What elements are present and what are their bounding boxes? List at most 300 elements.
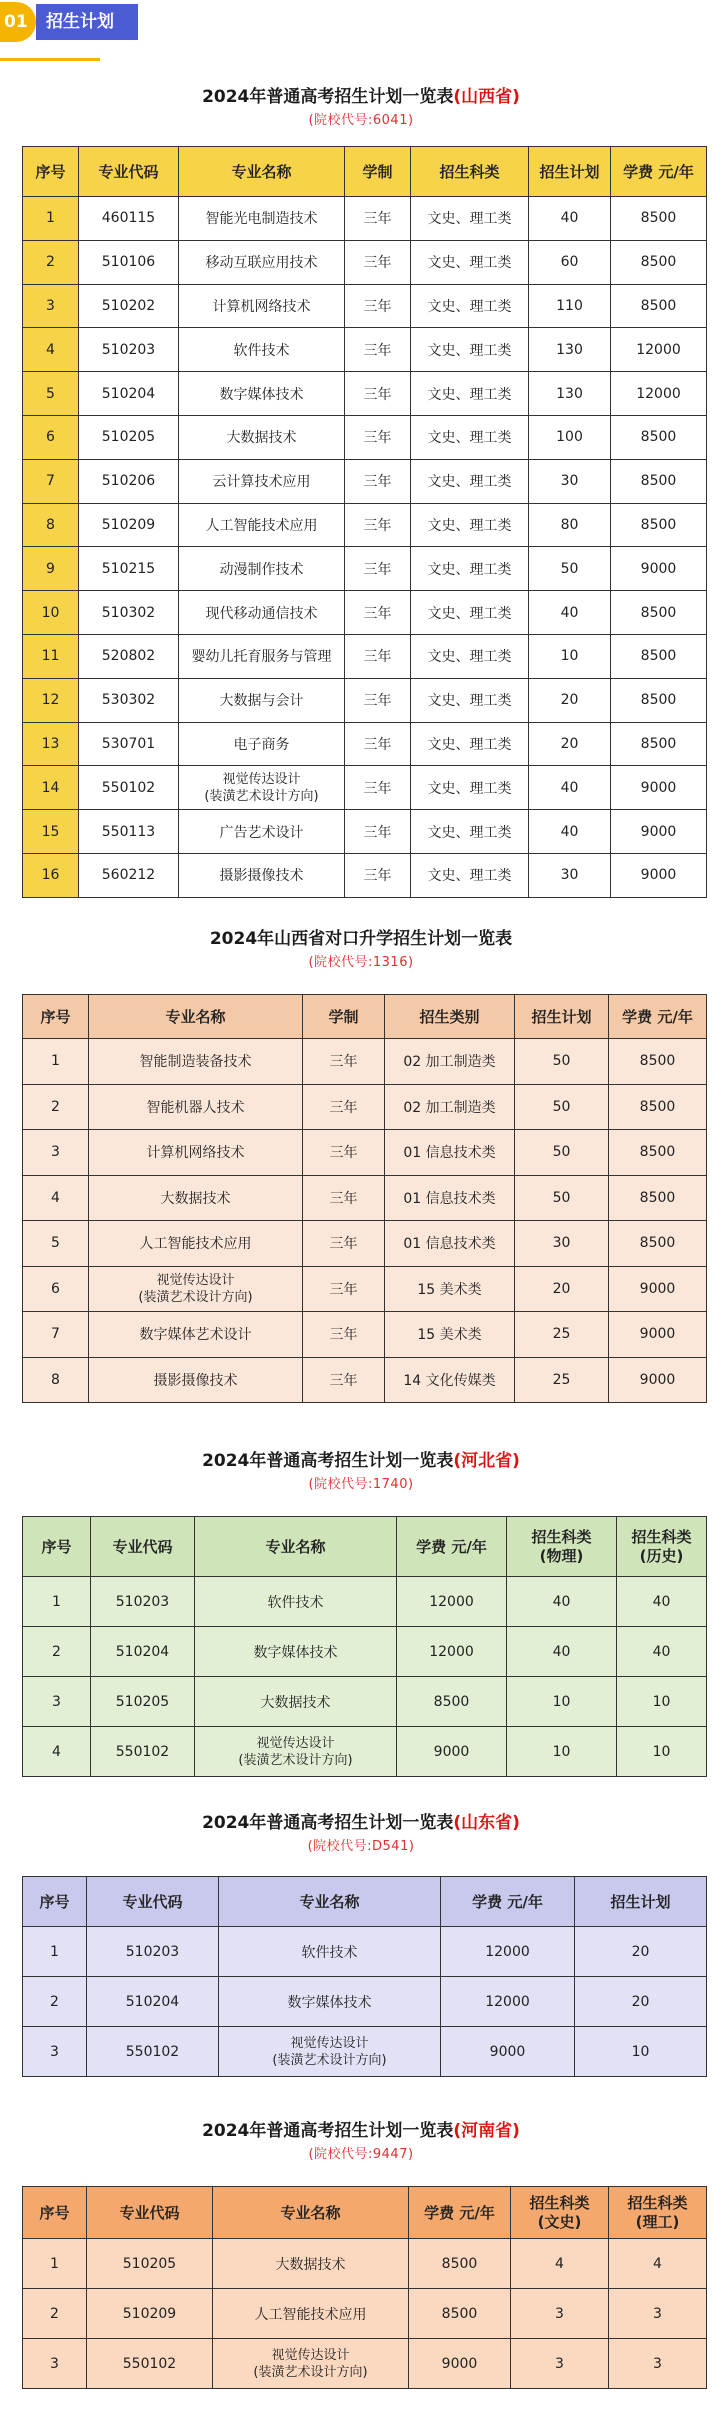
column-header: 专业代码 (91, 1517, 195, 1577)
table-cell: 1 (23, 1577, 91, 1627)
table-cell: 计算机网络技术 (89, 1130, 303, 1176)
table-row (23, 1175, 707, 1221)
table-cell: 三年 (345, 284, 411, 328)
table-cell: 三年 (345, 810, 411, 854)
column-header: 招生科类 (理工) (609, 2187, 707, 2239)
table-cell: 8500 (611, 197, 707, 241)
section-shanxi-vocational (0, 926, 722, 974)
table-cell: 12000 (611, 372, 707, 416)
table-cell: 文史、理工类 (411, 722, 529, 766)
table-cell: 3 (23, 1677, 91, 1727)
table-cell: 130 (529, 372, 611, 416)
table-cell: 25 (515, 1312, 609, 1358)
table-row (23, 2339, 707, 2389)
table-cell: 视觉传达设计 (装潢艺术设计方向) (89, 1266, 303, 1312)
column-header: 招生计划 (515, 995, 609, 1039)
column-header: 学制 (345, 147, 411, 197)
table-cell: 三年 (345, 678, 411, 722)
table-cell: 50 (515, 1039, 609, 1085)
table-row (23, 1312, 707, 1358)
table-cell: 510205 (91, 1677, 195, 1727)
table-cell: 三年 (345, 459, 411, 503)
table-cell: 10 (23, 591, 79, 635)
table-cell: 510203 (79, 328, 179, 372)
table-cell: 8500 (609, 1084, 707, 1130)
table-cell: 10 (507, 1677, 617, 1727)
table-cell: 三年 (303, 1039, 385, 1085)
table-cell: 文史、理工类 (411, 372, 529, 416)
table-row (23, 810, 707, 854)
table-cell: 50 (515, 1175, 609, 1221)
table-cell: 三年 (345, 722, 411, 766)
table-cell: 20 (529, 678, 611, 722)
table-cell: 4 (511, 2239, 609, 2289)
table-cell: 三年 (345, 197, 411, 241)
table-cell: 9000 (611, 766, 707, 810)
table-cell: 510106 (79, 240, 179, 284)
table-cell: 文史、理工类 (411, 766, 529, 810)
column-header: 序号 (23, 2187, 87, 2239)
table-cell: 8 (23, 1357, 89, 1403)
table-cell: 510204 (79, 372, 179, 416)
table-cell: 7 (23, 1312, 89, 1358)
table-cell: 计算机网络技术 (179, 284, 345, 328)
table-cell: 智能机器人技术 (89, 1084, 303, 1130)
column-header: 学费 元/年 (441, 1877, 575, 1927)
table-cell: 3 (23, 2339, 87, 2389)
table-cell: 电子商务 (179, 722, 345, 766)
section-shandong (0, 1810, 722, 1858)
table-cell: 8500 (409, 2239, 511, 2289)
table-cell: 9000 (609, 1312, 707, 1358)
column-header: 学费 元/年 (609, 995, 707, 1039)
table-cell: 40 (617, 1577, 707, 1627)
table-cell: 50 (515, 1130, 609, 1176)
table-cell: 520802 (79, 634, 179, 678)
table-row (23, 1039, 707, 1085)
table-cell: 三年 (345, 591, 411, 635)
column-header: 招生科类 (物理) (507, 1517, 617, 1577)
table-cell: 40 (507, 1627, 617, 1677)
table-cell: 9000 (611, 810, 707, 854)
table-cell: 摄影摄像技术 (179, 853, 345, 897)
table-cell: 8500 (611, 459, 707, 503)
table-cell: 8 (23, 503, 79, 547)
table-shanxi-vocational (22, 994, 707, 1403)
table-cell: 8500 (611, 503, 707, 547)
table-cell: 8500 (609, 1039, 707, 1085)
table-cell: 4 (609, 2239, 707, 2289)
table-cell: 视觉传达设计 (装潢艺术设计方向) (195, 1727, 397, 1777)
table-cell: 510202 (79, 284, 179, 328)
table-cell: 人工智能技术应用 (213, 2289, 409, 2339)
table-cell: 文史、理工类 (411, 284, 529, 328)
table-cell: 文史、理工类 (411, 503, 529, 547)
table-row (23, 634, 707, 678)
table-cell: 8500 (611, 591, 707, 635)
table-cell: 50 (515, 1084, 609, 1130)
table-cell: 01 信息技术类 (385, 1175, 515, 1221)
table-cell: 15 (23, 810, 79, 854)
table-row (23, 1577, 707, 1627)
table-cell: 40 (529, 810, 611, 854)
table-cell: 4 (23, 328, 79, 372)
table-cell: 大数据技术 (89, 1175, 303, 1221)
table-cell: 15 美术类 (385, 1312, 515, 1358)
table-cell: 三年 (303, 1084, 385, 1130)
table-row (23, 503, 707, 547)
table-row (23, 547, 707, 591)
column-header: 序号 (23, 1517, 91, 1577)
table-cell: 550113 (79, 810, 179, 854)
table-cell: 8500 (397, 1677, 507, 1727)
table-cell: 550102 (87, 2339, 213, 2389)
table-cell: 大数据技术 (179, 415, 345, 459)
table-cell: 三年 (303, 1266, 385, 1312)
table-cell: 530302 (79, 678, 179, 722)
table-cell: 视觉传达设计 (装潢艺术设计方向) (219, 2027, 441, 2077)
table-cell: 13 (23, 722, 79, 766)
column-header: 学费 元/年 (611, 147, 707, 197)
column-header: 招生计划 (529, 147, 611, 197)
table-cell: 三年 (345, 328, 411, 372)
table-cell: 560212 (79, 853, 179, 897)
table-cell: 9000 (609, 1266, 707, 1312)
table-cell: 智能制造装备技术 (89, 1039, 303, 1085)
table-row (23, 853, 707, 897)
table-cell: 460115 (79, 197, 179, 241)
table-cell: 三年 (345, 853, 411, 897)
school-code: (院校代号:1316) (308, 955, 414, 970)
table-cell: 广告艺术设计 (179, 810, 345, 854)
table-cell: 1 (23, 2239, 87, 2289)
table-cell: 12 (23, 678, 79, 722)
table-cell: 9000 (611, 853, 707, 897)
table-cell: 8500 (611, 240, 707, 284)
table-shanxi-general (22, 146, 707, 898)
section-title: 2024年普通高考招生计划一览表(河南省) (202, 2121, 520, 2141)
table-cell: 三年 (345, 547, 411, 591)
table-cell: 60 (529, 240, 611, 284)
table-cell: 510205 (79, 415, 179, 459)
table-cell: 三年 (345, 240, 411, 284)
section-badge (0, 0, 142, 44)
table-cell: 视觉传达设计 (装潢艺术设计方向) (213, 2339, 409, 2389)
table-cell: 三年 (303, 1221, 385, 1267)
table-cell: 510206 (79, 459, 179, 503)
school-code: (院校代号:1740) (308, 1477, 414, 1492)
table-cell: 8500 (611, 415, 707, 459)
column-header: 专业名称 (213, 2187, 409, 2239)
section-henan (0, 2118, 722, 2166)
section-shanxi-general (0, 84, 722, 132)
table-cell: 02 加工制造类 (385, 1039, 515, 1085)
table-cell: 文史、理工类 (411, 197, 529, 241)
table-cell: 510209 (79, 503, 179, 547)
table-cell: 3 (511, 2289, 609, 2339)
column-header: 招生类别 (385, 995, 515, 1039)
table-cell: 9000 (397, 1727, 507, 1777)
table-cell: 9000 (611, 547, 707, 591)
table-cell: 文史、理工类 (411, 853, 529, 897)
column-header: 专业名称 (89, 995, 303, 1039)
table-cell: 人工智能技术应用 (179, 503, 345, 547)
table-row (23, 591, 707, 635)
table-cell: 550102 (79, 766, 179, 810)
column-header: 专业代码 (87, 2187, 213, 2239)
table-cell: 大数据与会计 (179, 678, 345, 722)
column-header: 专业代码 (87, 1877, 219, 1927)
table-cell: 文史、理工类 (411, 810, 529, 854)
table-cell: 4 (23, 1727, 91, 1777)
table-cell: 婴幼儿托育服务与管理 (179, 634, 345, 678)
column-header: 专业代码 (79, 147, 179, 197)
table-cell: 人工智能技术应用 (89, 1221, 303, 1267)
table-cell: 12000 (441, 1927, 575, 1977)
table-cell: 8500 (611, 678, 707, 722)
table-cell: 文史、理工类 (411, 240, 529, 284)
table-cell: 510204 (91, 1627, 195, 1677)
table-cell: 8500 (611, 284, 707, 328)
table-cell: 15 美术类 (385, 1266, 515, 1312)
table-cell: 20 (575, 1927, 707, 1977)
badge-underline (0, 58, 100, 61)
column-header: 招生计划 (575, 1877, 707, 1927)
table-cell: 3 (511, 2339, 609, 2389)
table-cell: 110 (529, 284, 611, 328)
table-cell: 三年 (303, 1175, 385, 1221)
table-cell: 100 (529, 415, 611, 459)
table-cell: 11 (23, 634, 79, 678)
column-header: 招生科类 (历史) (617, 1517, 707, 1577)
table-cell: 3 (23, 2027, 87, 2077)
table-cell: 01 信息技术类 (385, 1130, 515, 1176)
table-cell: 文史、理工类 (411, 459, 529, 503)
table-cell: 510203 (91, 1577, 195, 1627)
table-cell: 20 (575, 1977, 707, 2027)
column-header: 专业名称 (219, 1877, 441, 1927)
table-cell: 文史、理工类 (411, 591, 529, 635)
table-cell: 2 (23, 1084, 89, 1130)
column-header: 招生科类 (411, 147, 529, 197)
table-cell: 动漫制作技术 (179, 547, 345, 591)
table-cell: 9000 (409, 2339, 511, 2389)
table-cell: 1 (23, 197, 79, 241)
section-hebei (0, 1448, 722, 1496)
table-cell: 智能光电制造技术 (179, 197, 345, 241)
table-cell: 文史、理工类 (411, 415, 529, 459)
table-cell: 20 (515, 1266, 609, 1312)
table-row (23, 1357, 707, 1403)
table-cell: 550102 (91, 1727, 195, 1777)
table-cell: 80 (529, 503, 611, 547)
table-cell: 10 (529, 634, 611, 678)
table-cell: 8500 (609, 1130, 707, 1176)
badge-label: 招生计划 (36, 4, 138, 40)
table-cell: 9 (23, 547, 79, 591)
table-cell: 12000 (397, 1627, 507, 1677)
table-henan (22, 2186, 707, 2389)
table-row (23, 722, 707, 766)
table-cell: 2 (23, 2289, 87, 2339)
table-cell: 3 (609, 2289, 707, 2339)
table-cell: 2 (23, 1627, 91, 1677)
table-row (23, 459, 707, 503)
table-cell: 510302 (79, 591, 179, 635)
table-cell: 软件技术 (179, 328, 345, 372)
table-cell: 510205 (87, 2239, 213, 2289)
table-row (23, 2027, 707, 2077)
table-row (23, 1977, 707, 2027)
table-row (23, 1084, 707, 1130)
table-hebei (22, 1516, 707, 1777)
table-cell: 30 (529, 459, 611, 503)
table-cell: 130 (529, 328, 611, 372)
column-header: 招生科类 (文史) (511, 2187, 609, 2239)
table-cell: 摄影摄像技术 (89, 1357, 303, 1403)
table-cell: 文史、理工类 (411, 547, 529, 591)
table-cell: 5 (23, 372, 79, 416)
table-cell: 6 (23, 415, 79, 459)
table-cell: 数字媒体艺术设计 (89, 1312, 303, 1358)
table-shandong (22, 1876, 707, 2077)
table-row (23, 415, 707, 459)
table-cell: 12000 (611, 328, 707, 372)
column-header: 专业名称 (195, 1517, 397, 1577)
school-code: (院校代号:9447) (308, 2147, 414, 2162)
table-cell: 8500 (609, 1221, 707, 1267)
table-cell: 2 (23, 240, 79, 284)
table-row (23, 372, 707, 416)
table-cell: 三年 (345, 634, 411, 678)
column-header: 序号 (23, 147, 79, 197)
table-cell: 510204 (87, 1977, 219, 2027)
table-cell: 9000 (609, 1357, 707, 1403)
table-row (23, 328, 707, 372)
table-cell: 三年 (345, 415, 411, 459)
table-row (23, 1221, 707, 1267)
table-cell: 1 (23, 1927, 87, 1977)
table-cell: 现代移动通信技术 (179, 591, 345, 635)
table-cell: 50 (529, 547, 611, 591)
badge-number: 01 (0, 2, 36, 42)
table-cell: 30 (515, 1221, 609, 1267)
table-cell: 40 (507, 1577, 617, 1627)
table-cell: 3 (23, 284, 79, 328)
column-header: 序号 (23, 1877, 87, 1927)
table-cell: 文史、理工类 (411, 634, 529, 678)
table-cell: 40 (617, 1627, 707, 1677)
table-row (23, 1130, 707, 1176)
table-cell: 数字媒体技术 (219, 1977, 441, 2027)
table-cell: 30 (529, 853, 611, 897)
table-cell: 12000 (441, 1977, 575, 2027)
table-cell: 550102 (87, 2027, 219, 2077)
table-cell: 软件技术 (195, 1577, 397, 1627)
column-header: 专业名称 (179, 147, 345, 197)
table-cell: 530701 (79, 722, 179, 766)
table-cell: 三年 (345, 766, 411, 810)
table-cell: 8500 (611, 634, 707, 678)
section-title: 2024年普通高考招生计划一览表(河北省) (202, 1451, 520, 1471)
table-cell: 01 信息技术类 (385, 1221, 515, 1267)
table-cell: 视觉传达设计 (装潢艺术设计方向) (179, 766, 345, 810)
table-cell: 三年 (345, 503, 411, 547)
table-row (23, 2289, 707, 2339)
table-cell: 数字媒体技术 (179, 372, 345, 416)
table-cell: 3 (609, 2339, 707, 2389)
column-header: 学费 元/年 (397, 1517, 507, 1577)
column-header: 学制 (303, 995, 385, 1039)
table-cell: 14 文化传媒类 (385, 1357, 515, 1403)
table-cell: 7 (23, 459, 79, 503)
table-cell: 三年 (303, 1130, 385, 1176)
table-cell: 大数据技术 (213, 2239, 409, 2289)
table-cell: 02 加工制造类 (385, 1084, 515, 1130)
table-cell: 云计算技术应用 (179, 459, 345, 503)
table-row (23, 1677, 707, 1727)
table-cell: 三年 (303, 1357, 385, 1403)
table-cell: 3 (23, 1130, 89, 1176)
section-title: 2024年普通高考招生计划一览表(山东省) (202, 1813, 520, 1833)
table-cell: 510203 (87, 1927, 219, 1977)
table-row (23, 1727, 707, 1777)
table-cell: 文史、理工类 (411, 328, 529, 372)
table-cell: 12000 (397, 1577, 507, 1627)
table-cell: 9000 (441, 2027, 575, 2077)
table-cell: 6 (23, 1266, 89, 1312)
table-cell: 40 (529, 766, 611, 810)
table-cell: 8500 (409, 2289, 511, 2339)
table-cell: 25 (515, 1357, 609, 1403)
table-cell: 4 (23, 1175, 89, 1221)
table-row (23, 240, 707, 284)
table-cell: 14 (23, 766, 79, 810)
table-cell: 大数据技术 (195, 1677, 397, 1727)
table-row (23, 284, 707, 328)
section-title: 2024年普通高考招生计划一览表(山西省) (202, 87, 520, 107)
table-cell: 10 (507, 1727, 617, 1777)
table-row (23, 1266, 707, 1312)
table-row (23, 2239, 707, 2289)
table-cell: 10 (575, 2027, 707, 2077)
table-cell: 三年 (345, 372, 411, 416)
table-row (23, 1927, 707, 1977)
table-cell: 移动互联应用技术 (179, 240, 345, 284)
school-code: (院校代号:D541) (307, 1839, 415, 1854)
table-cell: 40 (529, 591, 611, 635)
table-row (23, 766, 707, 810)
table-cell: 510209 (87, 2289, 213, 2339)
table-cell: 20 (529, 722, 611, 766)
table-cell: 510215 (79, 547, 179, 591)
column-header: 学费 元/年 (409, 2187, 511, 2239)
table-row (23, 678, 707, 722)
table-cell: 40 (529, 197, 611, 241)
table-cell: 三年 (303, 1312, 385, 1358)
table-cell: 数字媒体技术 (195, 1627, 397, 1677)
table-row (23, 197, 707, 241)
table-cell: 文史、理工类 (411, 678, 529, 722)
column-header: 序号 (23, 995, 89, 1039)
table-row (23, 1627, 707, 1677)
table-cell: 10 (617, 1727, 707, 1777)
table-cell: 软件技术 (219, 1927, 441, 1977)
table-cell: 16 (23, 853, 79, 897)
school-code: (院校代号:6041) (308, 113, 414, 128)
table-cell: 8500 (611, 722, 707, 766)
table-cell: 10 (617, 1677, 707, 1727)
